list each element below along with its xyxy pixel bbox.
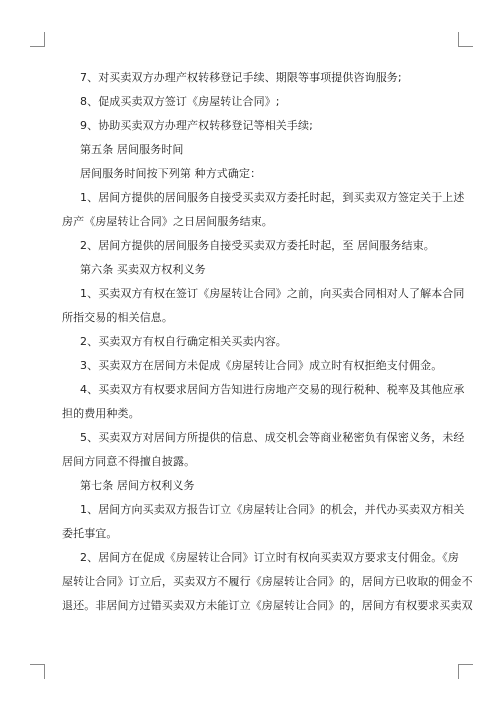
text-line: 9、协助买卖双方办理产权转移登记等相关手续;: [80, 119, 313, 132]
text-line: 所指交易的相关信息。: [62, 311, 173, 324]
text-line: 2、买卖双方有权自行确定相关买卖内容。: [80, 335, 287, 348]
document-body: [62, 66, 473, 618]
text-line: 1、买卖双方有权在签订《房屋转让合同》之前，向买卖合同相对人了解本合同: [80, 287, 465, 300]
text-line: 委托事宜。: [62, 527, 118, 540]
text-line: 5、买卖双方对居间方所提供的信息、成交机会等商业秘密负有保密义务，未经: [80, 431, 465, 444]
text-line: 退还。非居间方过错买卖双方未能订立《房屋转让合同》的，居间方有权要求买卖双: [62, 599, 473, 612]
text-line: 2、居间方提供的居间服务自接受买卖双方委托时起，至 居间服务结束。: [80, 239, 435, 252]
crop-mark-bottom-left: [30, 664, 45, 679]
crop-mark-bottom-right: [458, 664, 473, 679]
section-heading: 第五条 居间服务时间: [80, 143, 184, 156]
text-line: 3、买卖双方在居间方未促成《房屋转让合同》成立时有权拒绝支付佣金。: [80, 359, 443, 372]
text-line: 7、对买卖双方办理产权转移登记手续、期限等事项提供咨询服务;: [80, 71, 402, 84]
text-line: 4、买卖双方有权要求居间方告知进行房地产交易的现行税种、税率及其他应承: [80, 383, 465, 396]
text-line: 屋转让合同》订立后，买卖双方不履行《房屋转让合同》的，居间方已收取的佣金不: [62, 575, 473, 588]
section-heading: 第七条 居间方权利义务: [80, 479, 195, 492]
text-line: 居间服务时间按下列第 种方式确定：: [80, 167, 262, 180]
text-line: 担的费用种类。: [62, 407, 140, 420]
crop-mark-top-right: [458, 32, 473, 47]
text-line: 1、居间方提供的居间服务自接受买卖双方委托时起，到买卖双方签定关于上述: [80, 191, 465, 204]
text-line: 1、居间方向买卖双方报告订立《房屋转让合同》的机会，并代办买卖双方相关: [80, 503, 465, 516]
text-line: 8、促成买卖双方签订《房屋转让合同》;: [80, 95, 280, 108]
text-line: 2、居间方在促成《房屋转让合同》订立时有权向买卖双方要求支付佣金。《房: [80, 551, 459, 564]
crop-mark-top-left: [30, 32, 45, 47]
text-line: 房产《房屋转让合同》之日居间服务结束。: [62, 215, 273, 228]
section-heading: 第六条 买卖双方权利义务: [80, 263, 206, 276]
text-line: 居间方同意不得擅自披露。: [62, 455, 196, 468]
